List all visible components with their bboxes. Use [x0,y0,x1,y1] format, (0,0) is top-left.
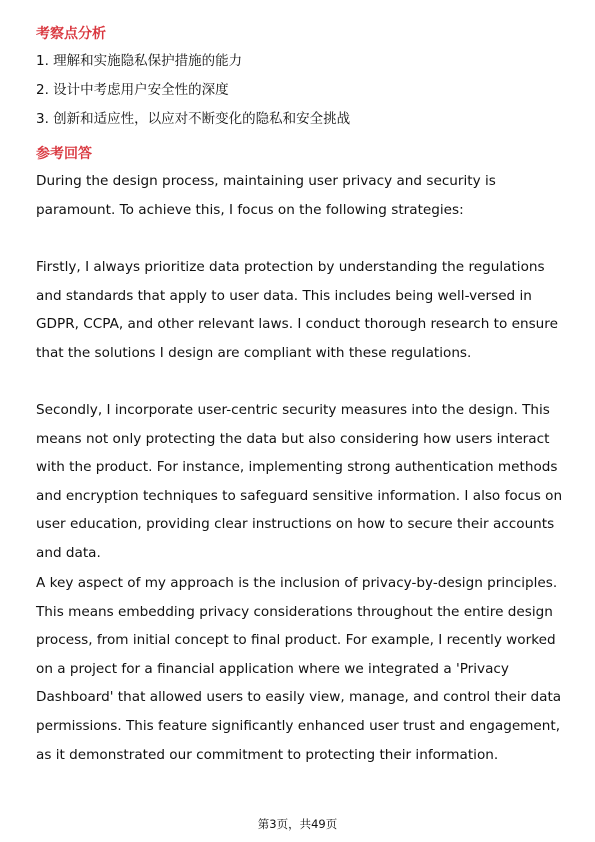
answer-paragraph-2: Firstly, I always prioritize data protection by understanding the regulations and standards that apply to user data. This includes being well-versed in GDPR, CCPA, and other relevant laws. I conduct thorough research to ensure that the solutions I design are compliant with these regulations. [36,259,558,361]
analysis-item-3: 3. 创新和适应性，以应对不断变化的隐私和安全挑战 [36,111,351,127]
answer-paragraph-1: During the design process, maintaining user privacy and security is paramount. To achieve this, I focus on the following strategies: [36,173,496,218]
answer-paragraph-3: Secondly, I incorporate user-centric security measures into the design. This means not only protecting the data but also considering how users interact with the product. For instance, implementing strong authentication methods and encryption techniques to safeguard sensitive information. I also focus on user education, providing clear instructions on how to secure their accounts and data. [36,402,563,561]
analysis-heading: 考察点分析 [36,26,106,42]
analysis-item-1: 1. 理解和实施隐私保护措施的能力 [36,53,243,69]
analysis-item-2: 2. 设计中考虑用户安全性的深度 [36,82,229,98]
answer-paragraph-4: A key aspect of my approach is the inclusion of privacy-by-design principles. This means embedding privacy considerations throughout the entire design process, from initial concept to final product. For example, I recently worked on a project for a financial application where we integrated a 'Privacy Dashboard' that allowed users to easily view, manage, and control their data permissions. This feature significantly enhanced user trust and engagement, as it demonstrated our commitment to protecting their information. [36,575,562,763]
page-number: 第3页，共49页 [257,817,338,831]
answer-heading: 参考回答 [36,146,92,162]
